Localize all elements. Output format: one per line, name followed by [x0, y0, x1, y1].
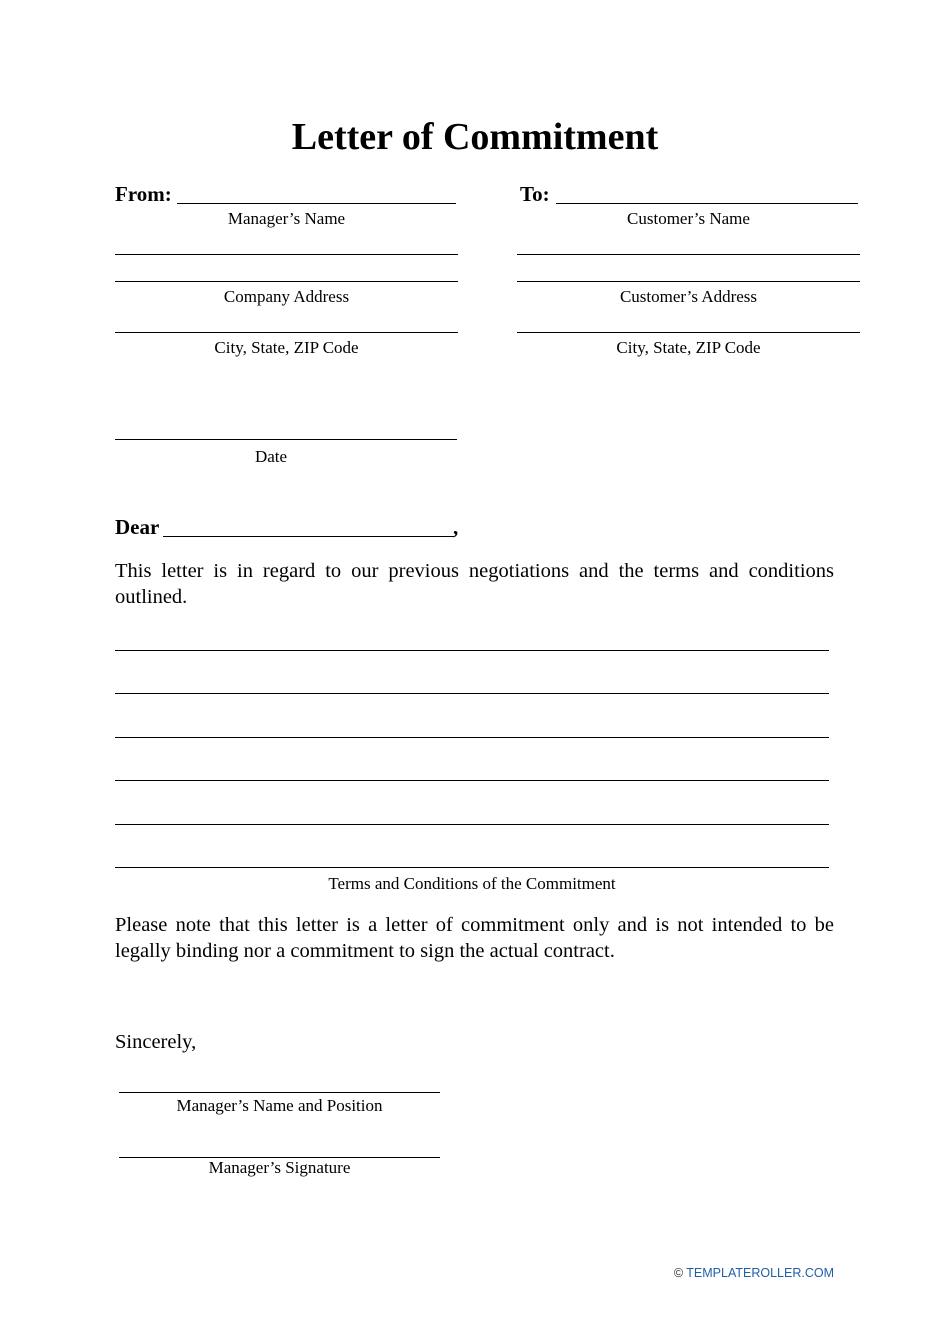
manager-name-position-caption: Manager’s Name and Position [176, 1096, 383, 1115]
company-city-state-zip-field[interactable] [115, 332, 458, 333]
customers-address-line-1[interactable] [517, 254, 860, 255]
terms-caption: Terms and Conditions of the Commitment [328, 874, 616, 893]
customers-address-caption: Customer’s Address [619, 287, 758, 306]
copyright-symbol: © [673, 1266, 684, 1280]
company-address-line-2[interactable] [115, 281, 458, 282]
terms-line-2[interactable] [115, 693, 829, 694]
company-city-state-zip-caption: City, State, ZIP Code [214, 338, 359, 357]
company-address-line-1[interactable] [115, 254, 458, 255]
page-title: Letter of Commitment [291, 116, 659, 158]
customers-address-line-2[interactable] [517, 281, 860, 282]
company-address-caption: Company Address [223, 287, 350, 306]
terms-line-1[interactable] [115, 650, 829, 651]
customer-city-state-zip-field[interactable] [517, 332, 860, 333]
dear-comma: , [453, 515, 459, 539]
terms-line-5[interactable] [115, 824, 829, 825]
managers-name-caption: Manager’s Name [227, 209, 346, 228]
date-caption: Date [254, 447, 288, 466]
manager-name-position-field[interactable] [119, 1092, 440, 1093]
dear-label: Dear [115, 515, 160, 539]
templateroller-link[interactable]: TEMPLATEROLLER.COM [686, 1266, 834, 1280]
closing-text: Sincerely, [115, 1031, 197, 1053]
customer-city-state-zip-caption: City, State, ZIP Code [616, 338, 761, 357]
to-label: To: [520, 182, 550, 206]
customers-name-field[interactable] [556, 203, 858, 204]
customers-name-caption: Customer’s Name [627, 209, 750, 228]
intro-paragraph: This letter is in regard to our previous negotiations and the terms and conditions outlined. [115, 560, 834, 608]
footer-credit [674, 1265, 834, 1281]
terms-line-4[interactable] [115, 780, 829, 781]
terms-line-6[interactable] [115, 867, 829, 868]
date-field[interactable] [115, 439, 457, 440]
terms-line-3[interactable] [115, 737, 829, 738]
managers-name-field[interactable] [177, 203, 456, 204]
recipient-name-field[interactable] [163, 536, 454, 537]
note-paragraph: Please note that this letter is a letter of commitment only and is not intended to be legally binding nor a commitment to sign the actual contract. [115, 914, 834, 962]
from-label: From: [115, 182, 172, 206]
manager-signature-caption: Manager’s Signature [208, 1158, 351, 1177]
